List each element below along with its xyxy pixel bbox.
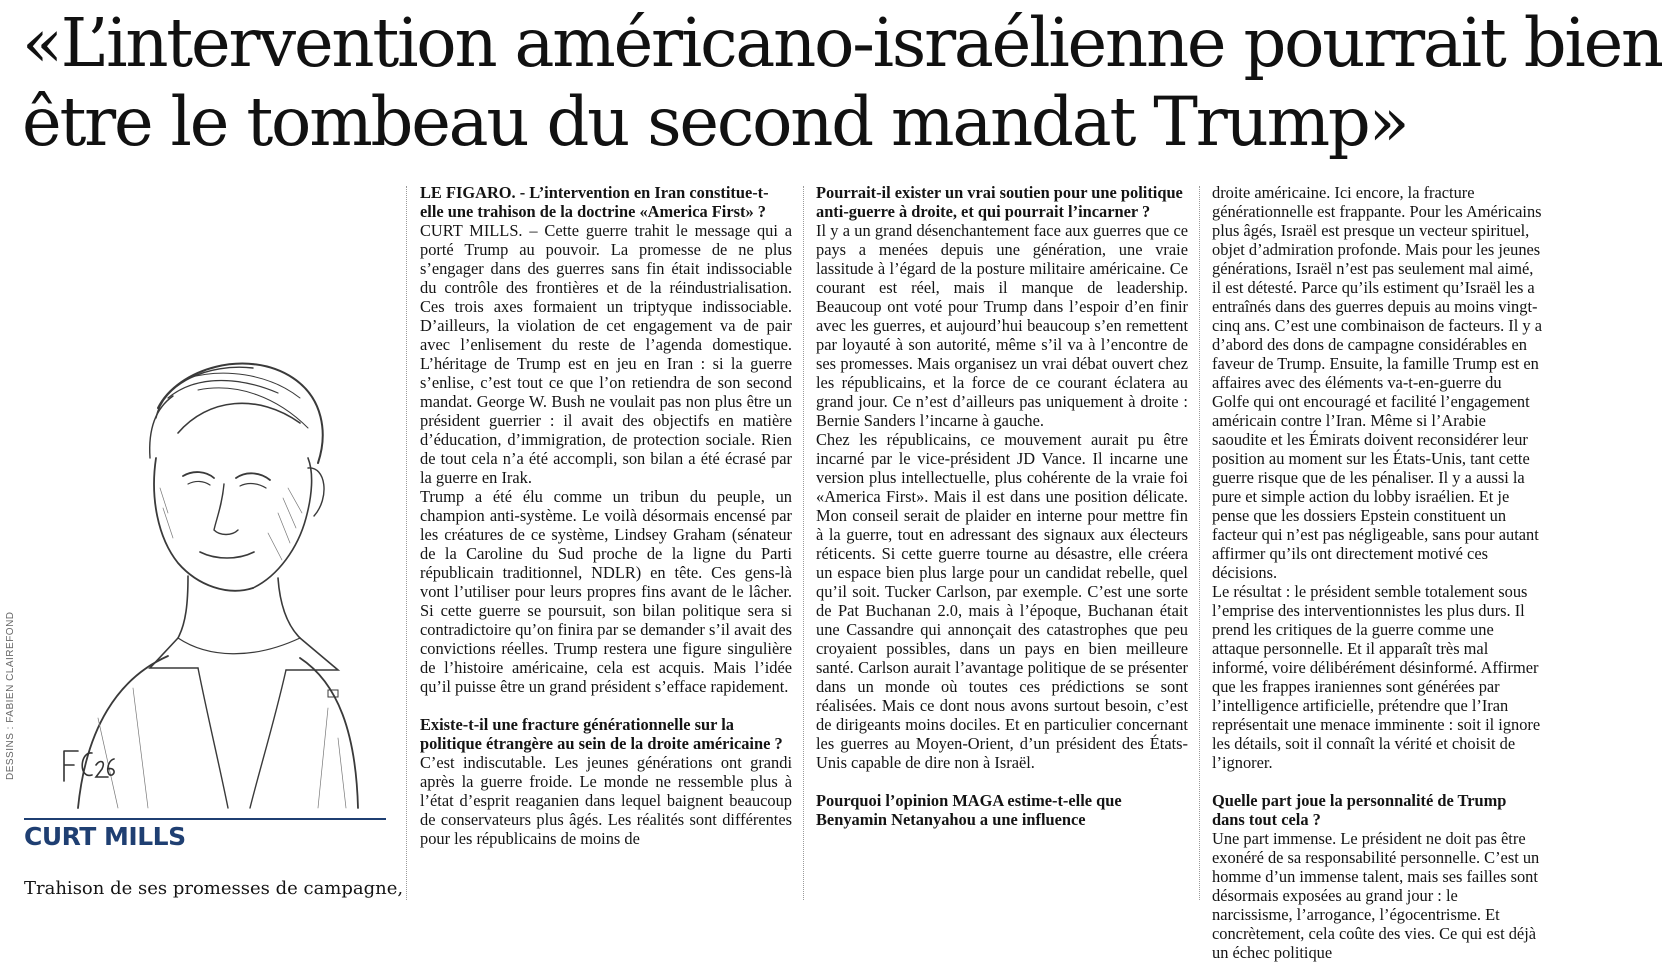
interview-answer: Il y a un grand désenchantement face aux guerres que ce pays a menées depuis une génération, une vraie lassitude à l’égard de la posture militaire américaine. Ce courant est réel, mais il manque de leadership. Beaucoup ont voté pour Trump dans l’espoir d’en finir avec les guerres, et aujourd’hui beaucoup s’en remettent par loyauté à son autorité, même s’il va à l’encontre de ses promesses. Mais organisez un vrai débat ouvert chez les républicains, et la force de ce courant éclatera au grand jour. Ce n’est d’ailleurs pas uniquement à droite : Bernie Sanders l’incarne à gauche.	[816, 221, 1188, 430]
article-column-1	[420, 183, 792, 900]
portrait-sketch-illustration	[38, 338, 388, 808]
interview-answer: CURT MILLS. – Cette guerre trahit le message qui a porté Trump au pouvoir. La promesse de ne plus s’engager dans des guerres sans fin était indissociable du contrôle des frontières et de la réindustrialisation. Ces trois axes formaient un triptyque indissociable. D’ailleurs, la violation de cet engagement va de pair avec l’enlisement du reste de l’agenda domestique. L’héritage de Trump est en jeu en Iran : si la guerre s’enlise, c’est tout ce que l’on retiendra de son second mandat. George W. Bush ne voulait pas non plus être un président guerrier : il avait des objectifs en matière d’éducation, d’immigration, de protection sociale. Rien de tout cela n’a été accompli, son bilan a été écrasé par la guerre en Irak.	[420, 221, 792, 487]
interview-answer: Trump a été élu comme un tribun du peuple, un champion anti-système. Le voilà désormais encensé par les créatures de ce système, Lindsey Graham (sénateur de la Caroline du Sud proche de la ligne du Parti républicain traditionnel, NDLR) en tête. Ces gens-là vont l’utiliser pour leurs propres fins avant de le lâcher. Si cette guerre se poursuit, son bilan politique sera si contradictoire qu’on finira par se demander s’il avait des convictions réelles. Trump restera une figure singulière de l’histoire américaine, cela est acquis. Mais l’idée qu’il puisse être un grand président s’efface rapidement.	[420, 487, 792, 696]
interview-answer: droite américaine. Ici encore, la fracture générationnelle est frappante. Pour les Américains plus âgés, Israël est presque un vecteur spirituel, objet d’admiration profonde. Mais pour les jeunes générations, Israël n’est pas seulement mal aimé, il est détesté. Parce qu’ils estiment qu’Israël les a entraînés dans des guerres depuis au moins vingt-cinq ans. C’est une combinaison de facteurs. Il y a d’abord des dons de campagne considérables en faveur de Trump. Ensuite, la famille Trump est en affaires avec des éléments va-t-en-guerre du Golfe qui ont encouragé et facilité l’engagement américain contre l’Iran. Même si l’Arabie saoudite et les Émirats doivent reconsidérer leur position au moment sur les États-Unis, tant cette guerre risque que de les pénaliser. Il y a aussi la pure et simple action du lobby israélien. Et je pense que les dossiers Epstein constituent un facteur qui n’est pas négligeable, sans pour autant affirmer qu’ils ont directement motivé ces décisions.	[1212, 183, 1542, 582]
lead-text: Trahison de ses promesses de campagne,	[24, 878, 404, 899]
artist-signature-icon	[58, 745, 118, 789]
article-column-3	[1212, 183, 1542, 962]
column-divider	[406, 186, 407, 900]
article-column-2	[816, 183, 1188, 900]
headline-line-1: «L’intervention américano-israélienne pourrait bien	[22, 4, 1662, 82]
interview-question: Existe-t-il une fracture générationnelle sur la politique étrangère au sein de la droite américaine ?	[420, 715, 783, 753]
headline-line-2: être le tombeau du second mandat Trump»	[22, 83, 1408, 161]
interview-question: LE FIGARO. - L’intervention en Iran constitue-t-elle une trahison de la doctrine «America First» ?	[420, 183, 769, 221]
interview-question: Quelle part joue la personnalité de Trump dans tout cela ?	[1212, 791, 1507, 829]
interviewee-name: CURT MILLS	[24, 822, 186, 851]
interview-answer: Le résultat : le président semble totalement sous l’emprise des interventionnistes les plus durs. Il prend les critiques de la guerre comme une attaque personnelle. Et il apparaît très mal informé, voire délibérément désinformé. Affirmer que les frappes iraniennes sont générées par l’intelligence artificielle, prétendre que l’Iran représentait une menace imminente : soit il ignore les détails, soit il connaît la vérité et choisit de l’ignorer.	[1212, 582, 1541, 772]
interview-answer: C’est indiscutable. Les jeunes générations ont grandi après la guerre froide. Le monde ne ressemble plus à l’état d’esprit reaganien dans lequel baignent beaucoup de conservateurs plus âgés. Les réalités sont différentes pour les républicains de moins de	[420, 753, 792, 848]
column-divider	[1199, 186, 1200, 900]
interview-answer: Chez les républicains, ce mouvement aurait pu être incarné par le vice-président JD Vance. Il incarne une version plus intellectuelle, plus cohérente de la vraie foi «America First». Mais il est dans une position délicate. Mon conseil serait de plaider en interne pour mettre fin à la guerre, tout en adressant des signaux aux électeurs réticents. Si cette guerre tourne au désastre, elle créera un espace bien plus large pour un candidat rebelle, quel qu’il soit. Tucker Carlson, par exemple. C’est une sorte de Pat Buchanan 2.0, mais à l’époque, Buchanan était une Cassandre qui annonçait des catastrophes que peu croyaient possibles, dans un pays en bien meilleure santé. Carlson aurait l’avantage politique de se présenter dans un monde où toutes ces prédictions se sont réalisées. Mais ce dont nous avons surtout besoin, c’est de dirigeants moins dociles. Et en particulier concernant les guerres au Moyen-Orient, d’un président des États-Unis capable de dire non à Israël.	[816, 430, 1188, 772]
interview-answer: Une part immense. Le président ne doit pas être exonéré de sa responsabilité personnelle. C’est un homme d’un immense talent, mais ses failles sont désormais exposées au grand jour : le narcissisme, l’arrogance, l’égocentrisme. Et concrètement, cela coûte des vies. Ce qui est déjà un échec politique	[1212, 829, 1540, 962]
column-divider	[803, 186, 804, 900]
illustration-credit: DESSINS : FABIEN CLAIREFOND	[5, 611, 16, 780]
interview-question: Pourrait-il exister un vrai soutien pour une politique anti-guerre à droite, et qui pourrait l’incarner ?	[816, 183, 1183, 221]
interview-question: Pourquoi l’opinion MAGA estime-t-elle que Benyamin Netanyahou a une influence	[816, 791, 1122, 829]
article-headline	[22, 4, 1662, 162]
